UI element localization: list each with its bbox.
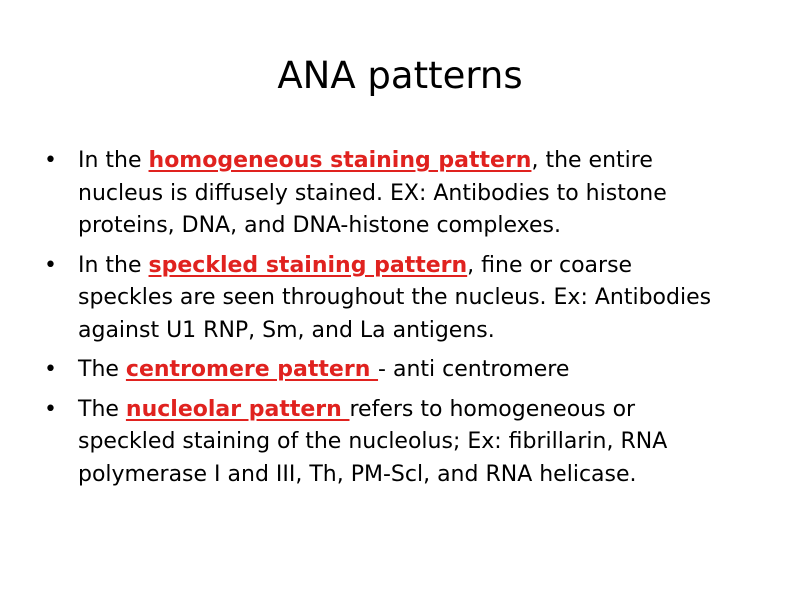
bullet-icon: • xyxy=(44,252,57,278)
highlighted-term: homogeneous staining pattern xyxy=(148,148,532,173)
highlighted-term: centromere pattern xyxy=(125,357,379,382)
bullet-text-after: - anti centromere xyxy=(378,357,570,382)
bullet-icon: • xyxy=(44,148,57,173)
bullet-text-before: In the xyxy=(78,148,149,173)
bullet-text-after: , the entire nucleus is diffusely stained. EX: Antibodies to histone proteins, DNA, and DNA-histone complexes. xyxy=(78,148,667,238)
bullet-text-after: , fine or coarse speckles are seen throughout the nucleus. Ex: Antibodies against U1 RNP, Sm, and La antigens. xyxy=(78,252,712,343)
bullet-item-nucleolar xyxy=(40,394,730,492)
bullet-icon: • xyxy=(44,357,57,382)
bullet-text-before: The xyxy=(78,396,126,422)
highlighted-term: speckled staining pattern xyxy=(148,252,468,278)
bullet-icon: • xyxy=(44,396,57,422)
bullet-item-homogeneous xyxy=(40,145,730,243)
bullet-text-before: In the xyxy=(78,252,149,278)
highlighted-term: nucleolar pattern xyxy=(125,396,350,422)
bullet-item-centromere xyxy=(40,354,730,387)
bullet-text-after: refers to homogeneous or speckled staining of the nucleolus; Ex: fibrillarin, RNA polymerase I and III, Th, PM-Scl, and RNA helicase. xyxy=(78,396,668,487)
bullet-item-speckled xyxy=(40,250,730,348)
bullet-list xyxy=(40,145,730,498)
slide-title: ANA patterns xyxy=(277,54,523,97)
bullet-text-before: The xyxy=(78,357,126,382)
